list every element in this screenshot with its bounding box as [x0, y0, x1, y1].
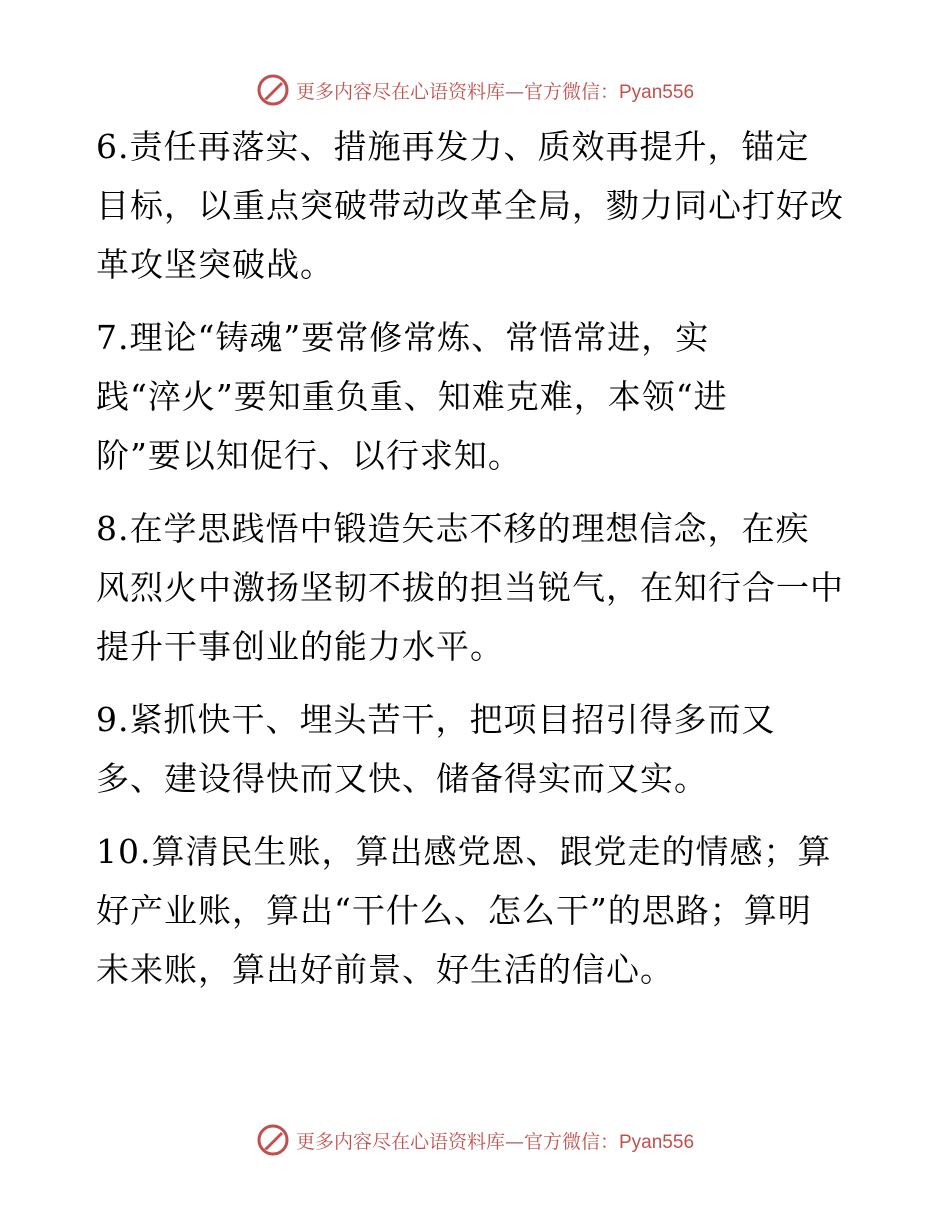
footer-banner-title: 更多内容尽在心语资料库 — [295, 1130, 505, 1153]
paragraph-line: 风烈火中激扬坚韧不拔的担当锐气，在知行合一中 — [96, 568, 844, 607]
paragraph-8 — [96, 499, 856, 676]
paragraph-line: 提升干事创业的能力水平。 — [96, 627, 504, 666]
header-banner — [0, 70, 950, 110]
paragraph-line: 9.紧抓快干、埋头苦干，把项目招引得多而又 — [96, 700, 776, 739]
paragraph-line: 好产业账，算出“干什么、怎么干”的思路；算明 — [96, 891, 812, 930]
red-pen-seal-icon — [256, 1123, 290, 1157]
paragraph-10 — [96, 822, 856, 999]
paragraph-line: 阶”要以知促行、以行求知。 — [96, 436, 522, 475]
paragraph-6 — [96, 117, 856, 294]
header-banner-text — [296, 77, 694, 104]
footer-banner-separator: — — [504, 1130, 524, 1153]
paragraph-line: 10.算清民生账，算出感党恩、跟党走的情感；算 — [96, 832, 832, 871]
header-banner-label: 官方微信： — [523, 80, 619, 103]
paragraph-7 — [96, 308, 856, 485]
paragraph-line: 践“淬火”要知重负重、知难克难，本领“进 — [96, 377, 728, 416]
footer-banner-id: Pyan556 — [619, 1131, 695, 1153]
paragraph-line: 8.在学思践悟中锻造矢志不移的理想信念，在疾 — [96, 509, 810, 548]
paragraph-line: 7.理论“铸魂”要常修常炼、常悟常进，实 — [96, 318, 710, 357]
header-banner-id: Pyan556 — [619, 81, 695, 103]
header-banner-title: 更多内容尽在心语资料库 — [295, 80, 505, 103]
document-body — [96, 117, 856, 1013]
red-pen-seal-icon — [256, 73, 290, 107]
footer-banner-text — [296, 1127, 694, 1154]
paragraph-line: 革攻坚突破战。 — [96, 245, 334, 284]
paragraph-line: 6.责任再落实、措施再发力、质效再提升，锚定 — [96, 127, 810, 166]
paragraph-line: 未来账，算出好前景、好生活的信心。 — [96, 950, 674, 989]
paragraph-line: 多、建设得快而又快、储备得实而又实。 — [96, 759, 708, 798]
footer-banner — [0, 1120, 950, 1160]
paragraph-line: 目标，以重点突破带动改革全局，勠力同心打好改 — [96, 186, 844, 225]
paragraph-9 — [96, 690, 856, 808]
footer-banner-label: 官方微信： — [523, 1130, 619, 1153]
header-banner-separator: — — [504, 80, 524, 103]
